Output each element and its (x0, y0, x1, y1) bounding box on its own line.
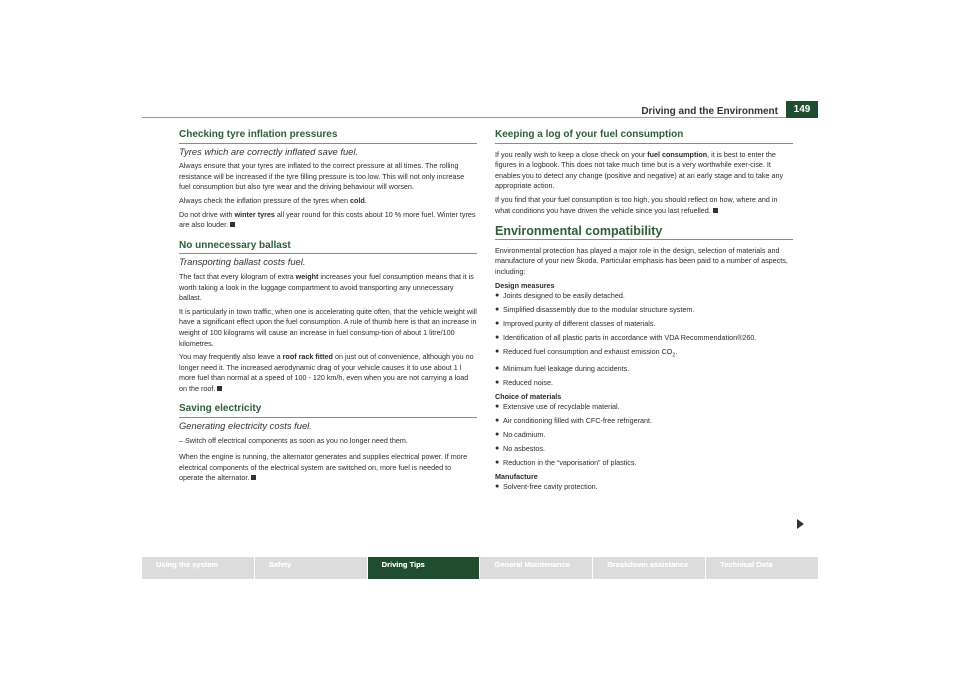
page-number: 149 (786, 101, 818, 118)
electricity-action-item: – Switch off electrical components as soon as you no longer need them. (179, 435, 408, 445)
co2-subscript: 2 (672, 352, 676, 359)
list-item-text: Solvent-free cavity protection. (503, 482, 598, 492)
materials-list (495, 402, 793, 468)
materials-heading: Choice of materials (495, 391, 562, 401)
list-item-text: Extensive use of recyclable material. (503, 402, 620, 412)
nav-tab-general-maintenance[interactable] (480, 557, 592, 579)
bullet-icon: ● (495, 417, 500, 425)
section-title-tyre: Checking tyre inflation pressures (179, 130, 477, 144)
bullet-icon: ● (495, 378, 500, 386)
list-item-text: Joints designed to be easily detached. (503, 291, 625, 301)
list-item (495, 333, 793, 344)
nav-tab-label: Technical Data (720, 560, 773, 569)
list-item-text: Improved purity of different classes of materials. (503, 318, 656, 328)
list-item (495, 364, 793, 375)
list-item-text: Minimum fuel leakage during accidents. (503, 364, 630, 374)
list-item (495, 347, 793, 361)
environment-intro: Environmental protection has played a major role in the design, selection of materials and manufacture of your new Škoda. Particular emphasis has been paid to a number of aspects, including: (495, 245, 788, 276)
section-subtitle-electricity: Generating electricity costs fuel. (179, 420, 312, 432)
section-subtitle-ballast: Transporting ballast costs fuel. (179, 256, 306, 268)
ballast-paragraph-3: You may frequently also leave a roof rack fitted on just out of convenience, although you no longer need it. The increased aerodynamic drag of your vehicle causes it to use about 1 l more fuel than normal at a speed of 100 - 120 km/h, even when you are not carrying a load on the roof. (179, 352, 474, 393)
list-item (495, 416, 793, 427)
bullet-icon: ● (495, 292, 500, 300)
nav-tab-safety[interactable] (255, 557, 367, 579)
design-measures-heading: Design measures (495, 280, 555, 290)
nav-tab-using-the-system[interactable] (142, 557, 254, 579)
manufacture-list (495, 482, 793, 493)
ballast-paragraph-2: It is particularly in town traffic, when one is accelerating quite often, that the vehicle weight will have a significant effect upon the fuel consumption. A rule of thumb here is that an increase in weight of 100 kilograms will cause an increase in fuel consump-tion of about 1 litre/100 kilometres. (179, 306, 477, 348)
nav-tab-technical-data[interactable] (706, 557, 818, 579)
list-item (495, 444, 793, 455)
nav-tab-label: General Maintenance (494, 560, 570, 569)
end-of-section-mark (713, 208, 718, 213)
list-item-text: Reduction in the “vaporisation” of plastics. (503, 457, 637, 467)
bullet-icon: ● (495, 333, 500, 341)
manufacture-heading: Manufacture (495, 471, 538, 481)
nav-tab-label: Safety (268, 560, 292, 569)
list-item (495, 305, 793, 316)
nav-tab-label: Driving Tips (381, 560, 425, 569)
section-title-logbook: Keeping a log of your fuel consumption (495, 130, 793, 144)
logbook-paragraph-1: If you really wish to keep a close check on your fuel consumption, it is best to enter the figures in a logbook. This does not take much time but is a very worthwhile exer-cise. It enables you to detect any change (positive and negative) at an early stage and to take any appropriate action. (495, 149, 784, 191)
nav-tab-label: Breakdown assistance (607, 560, 689, 569)
list-item-text: No asbestos. (503, 444, 545, 454)
list-item (495, 430, 793, 441)
right-column (495, 130, 793, 496)
tyre-paragraph-2: Always check the inflation pressure of the tyres when cold. (179, 195, 367, 205)
section-subtitle-tyre: Tyres which are correctly inflated save fuel. (179, 145, 359, 157)
electricity-paragraph-1: When the engine is running, the alternator generates and supplies electrical power. If more electrical components of the electrical system are switched on, more fuel is needed to operate the alternator. (179, 452, 468, 483)
bullet-icon: ● (495, 347, 500, 355)
footer-navigation (142, 557, 818, 579)
list-item (495, 291, 793, 302)
end-of-section-mark (251, 475, 256, 480)
list-item-text: No cadmium. (503, 430, 546, 440)
list-item (495, 319, 793, 330)
list-item (495, 378, 793, 389)
section-title-ballast: No unnecessary ballast (179, 241, 477, 255)
design-measures-list (495, 291, 793, 388)
bullet-icon: ● (495, 365, 500, 373)
tyre-paragraph-1: Always ensure that your tyres are inflated to the correct pressure at all times. The rolling resistance will be increased if the tyre filling pressure is too low. This will not only increase fuel consumption but also tyre wear and the driving behaviour will worsen. (179, 161, 465, 192)
bullet-icon: ● (495, 445, 500, 453)
bullet-icon: ● (495, 319, 500, 327)
end-of-section-mark (217, 386, 222, 391)
ballast-paragraph-1: The fact that every kilogram of extra weight increases your fuel consumption means that it is worth taking a look in the luggage compartment to avoid transporting any unnecessary ballast. (179, 271, 474, 303)
bullet-icon: ● (495, 403, 500, 411)
bullet-icon: ● (495, 458, 500, 466)
list-item (495, 482, 793, 493)
logbook-paragraph-2: If you find that your fuel consumption is too high, you should reflect on how, where and in what conditions you have driven the vehicle since you last refuelled. (495, 194, 778, 215)
list-item-text: Air conditioning filled with CFC-free refrigerant. (503, 416, 653, 426)
header-rule (142, 117, 818, 118)
co2-suffix: . (675, 346, 678, 356)
page-header-title: Driving and the Environment (641, 106, 778, 117)
list-item-text: Identification of all plastic parts in accordance with VDA Recommendation®260. (503, 332, 757, 342)
bullet-icon: ● (495, 306, 500, 314)
section-title-electricity: Saving electricity (179, 404, 477, 418)
nav-tab-label: Using the system (156, 560, 219, 569)
list-item (495, 458, 793, 469)
list-item-text: Simplified disassembly due to the modular structure system. (503, 305, 695, 315)
nav-tab-driving-tips[interactable] (368, 557, 480, 579)
list-item (495, 402, 793, 413)
bullet-icon: ● (495, 431, 500, 439)
bullet-icon: ● (495, 483, 500, 491)
next-page-arrow-icon[interactable] (797, 519, 804, 529)
nav-tab-breakdown-assistance[interactable] (593, 557, 705, 579)
section-title-environment: Environmental compatibility (495, 226, 793, 240)
end-of-section-mark (230, 222, 235, 227)
list-item-text: Reduced fuel consumption and exhaust emission $CO_2$. (503, 346, 678, 359)
left-column (179, 130, 477, 487)
tyre-paragraph-3: Do not drive with winter tyres all year round for this costs about 10 % more fuel. Winter tyres are also louder. (179, 209, 476, 230)
list-item-text: Reduced noise. (503, 377, 553, 387)
